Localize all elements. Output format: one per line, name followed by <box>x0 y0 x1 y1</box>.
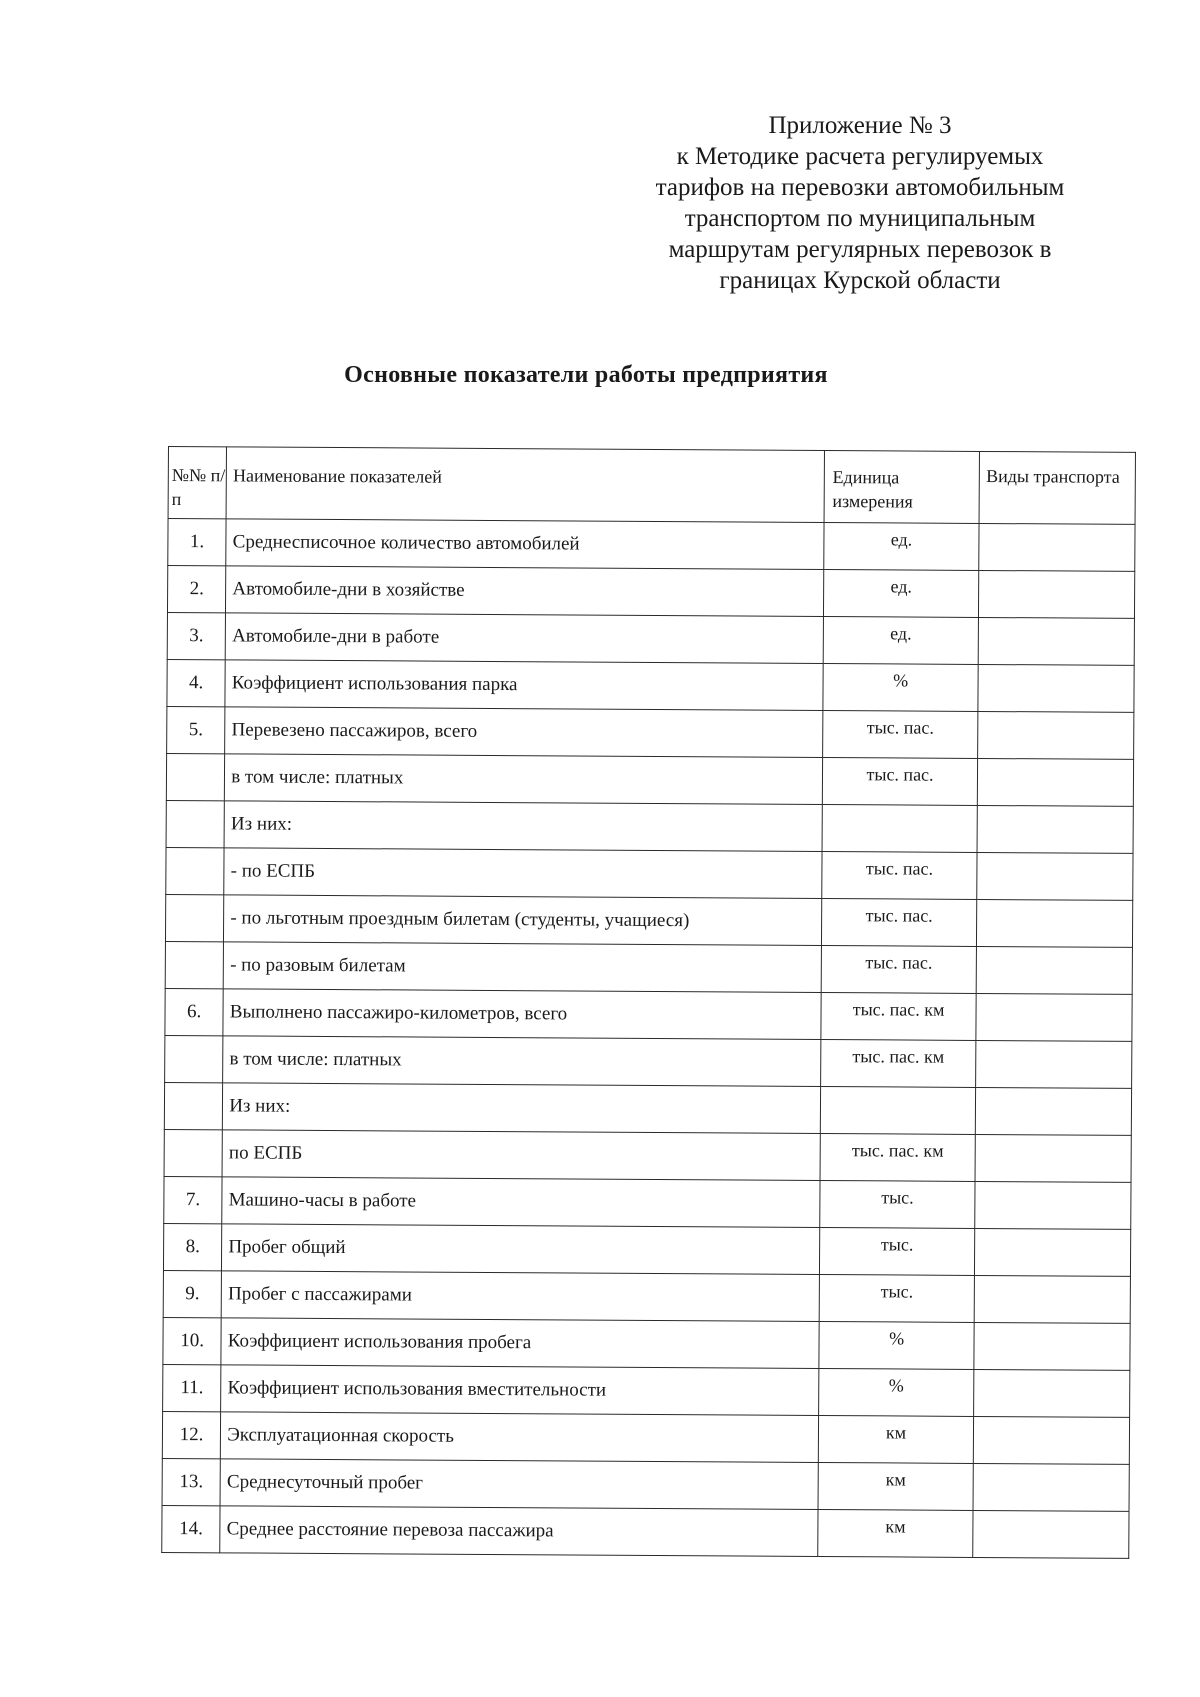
row-unit: тыс. <box>820 1180 976 1228</box>
row-number: 8. <box>163 1223 222 1270</box>
row-number: 7. <box>164 1176 223 1223</box>
indicators-table <box>161 446 1136 1559</box>
appendix-line: Приложение № 3 <box>768 112 952 139</box>
table-row <box>163 1270 1130 1323</box>
row-indicator-name: Выполнено пассажиро-километров, всего <box>223 989 821 1040</box>
table-row <box>166 753 1133 806</box>
row-transport-type-cell <box>973 1463 1129 1511</box>
row-unit: км <box>817 1509 973 1557</box>
row-indicator-name: Эксплуатационная скорость <box>221 1412 819 1463</box>
row-indicator-name: - по льготным проездным билетам (студенты, учащиеся) <box>224 895 822 946</box>
row-transport-type-cell <box>974 1322 1130 1370</box>
row-transport-type-cell <box>979 523 1135 571</box>
row-transport-type-cell <box>974 1416 1130 1464</box>
table-row <box>167 566 1134 619</box>
header-name: Наименование показателей <box>226 447 824 523</box>
row-unit: тыс. пас. <box>821 945 977 993</box>
row-indicator-name: в том числе: платных <box>223 1036 821 1087</box>
row-unit: ед. <box>823 570 979 618</box>
row-number: 4. <box>167 659 226 706</box>
row-transport-type-cell <box>979 617 1135 665</box>
row-indicator-name: Пробег с пассажирами <box>221 1271 819 1322</box>
row-unit: тыс. пас. <box>822 852 978 900</box>
row-number: 2. <box>167 566 226 613</box>
row-number: 6. <box>165 988 224 1035</box>
row-number <box>166 800 225 847</box>
row-unit: % <box>819 1321 975 1369</box>
row-indicator-name: Коэффициент использования парка <box>225 660 823 711</box>
table-row <box>165 988 1132 1041</box>
appendix-line: границах Курской области <box>719 267 1001 294</box>
row-number: 10. <box>163 1317 222 1364</box>
row-unit: тыс. пас. <box>821 899 977 947</box>
row-unit: км <box>818 1415 974 1463</box>
row-transport-type-cell <box>974 1275 1130 1323</box>
row-number <box>166 753 225 800</box>
table-row <box>163 1223 1130 1276</box>
row-transport-type-cell <box>979 570 1135 618</box>
table-row <box>162 1458 1129 1511</box>
row-indicator-name: Среднее расстояние перевоза пассажира <box>220 1506 818 1557</box>
row-number <box>166 847 225 894</box>
document-title: Основные показатели работы предприятия <box>344 362 828 388</box>
table-row <box>167 659 1134 712</box>
appendix-line: к Методике расчета регулируемых <box>676 143 1044 170</box>
row-indicator-name: Из них: <box>223 1083 821 1134</box>
row-indicator-name: по ЕСПБ <box>222 1130 820 1181</box>
row-transport-type-cell <box>973 1510 1129 1558</box>
row-unit: тыс. пас. <box>822 711 978 759</box>
row-transport-type-cell <box>978 664 1134 712</box>
row-unit: тыс. <box>819 1227 975 1275</box>
row-transport-type-cell <box>977 805 1133 853</box>
row-transport-type-cell <box>976 993 1132 1041</box>
row-unit: тыс. пас. км <box>820 1039 976 1087</box>
row-unit: ед. <box>823 617 979 665</box>
row-indicator-name: Машино-часы в работе <box>222 1177 820 1228</box>
row-unit: тыс. пас. км <box>821 992 977 1040</box>
row-indicator-name: в том числе: платных <box>225 754 823 805</box>
row-number: 5. <box>167 706 226 753</box>
table-row <box>165 941 1132 994</box>
row-number <box>165 1035 224 1082</box>
row-transport-type-cell <box>977 899 1133 947</box>
row-unit: км <box>818 1462 974 1510</box>
row-number: 9. <box>163 1270 222 1317</box>
header-unit: Единица измерения <box>824 451 980 524</box>
row-number: 3. <box>167 612 226 659</box>
row-unit: % <box>823 664 979 712</box>
row-transport-type-cell <box>975 1228 1131 1276</box>
row-indicator-name: Автомобиле-дни в работе <box>225 613 823 664</box>
row-unit <box>820 1086 976 1134</box>
table-row <box>164 1082 1131 1135</box>
row-number <box>164 1129 223 1176</box>
row-unit: тыс. пас. км <box>820 1133 976 1181</box>
row-transport-type-cell <box>976 946 1132 994</box>
row-transport-type-cell <box>978 758 1134 806</box>
row-indicator-name: Из них: <box>224 801 822 852</box>
row-transport-type-cell <box>977 852 1133 900</box>
appendix-line: транспортом по муниципальным <box>684 205 1036 232</box>
row-indicator-name: Коэффициент использования пробега <box>221 1318 819 1369</box>
row-unit: тыс. пас. <box>822 758 978 806</box>
table-row <box>167 612 1134 665</box>
row-indicator-name: Пробег общий <box>222 1224 820 1275</box>
table-row <box>166 800 1133 853</box>
row-indicator-name: Перевезено пассажиров, всего <box>225 707 823 758</box>
row-unit: ед. <box>824 523 980 571</box>
row-indicator-name: Коэффициент использования вместительности <box>221 1365 819 1416</box>
header-num: №№ п/п <box>168 447 227 519</box>
row-unit: % <box>818 1368 974 1416</box>
table-row <box>163 1317 1130 1370</box>
row-transport-type-cell <box>976 1040 1132 1088</box>
header-transport-type: Виды транспорта <box>979 451 1135 524</box>
row-number <box>165 894 224 941</box>
row-indicator-name: - по разовым билетам <box>223 942 821 993</box>
table-row <box>162 1505 1129 1558</box>
table-row <box>164 1176 1131 1229</box>
table-row <box>168 519 1135 572</box>
row-indicator-name: Среднесписочное количество автомобилей <box>226 519 824 570</box>
table-row <box>162 1411 1129 1464</box>
table-header-row <box>168 447 1135 525</box>
row-transport-type-cell <box>975 1134 1131 1182</box>
row-number: 11. <box>163 1364 222 1411</box>
row-indicator-name: Среднесуточный пробег <box>220 1459 818 1510</box>
appendix-caption <box>600 110 1120 296</box>
table-row <box>165 1035 1132 1088</box>
row-transport-type-cell <box>976 1087 1132 1135</box>
row-transport-type-cell <box>974 1369 1130 1417</box>
row-indicator-name: - по ЕСПБ <box>224 848 822 899</box>
row-unit: тыс. <box>819 1274 975 1322</box>
table-row <box>167 706 1134 759</box>
table-row <box>165 894 1132 947</box>
row-number: 1. <box>168 519 227 566</box>
indicators-table-wrapper <box>161 446 1136 1559</box>
row-number: 13. <box>162 1458 221 1505</box>
table-row <box>166 847 1133 900</box>
row-transport-type-cell <box>978 711 1134 759</box>
row-indicator-name: Автомобиле-дни в хозяйстве <box>226 566 824 617</box>
row-number: 14. <box>162 1505 221 1552</box>
table-row <box>163 1364 1130 1417</box>
row-unit <box>822 805 978 853</box>
row-number <box>164 1082 223 1129</box>
table-row <box>164 1129 1131 1182</box>
row-transport-type-cell <box>975 1181 1131 1229</box>
appendix-line: тарифов на перевозки автомобильным <box>655 174 1065 201</box>
row-number: 12. <box>162 1411 221 1458</box>
row-number <box>165 941 224 988</box>
appendix-line: маршрутам регулярных перевозок в <box>668 236 1052 263</box>
